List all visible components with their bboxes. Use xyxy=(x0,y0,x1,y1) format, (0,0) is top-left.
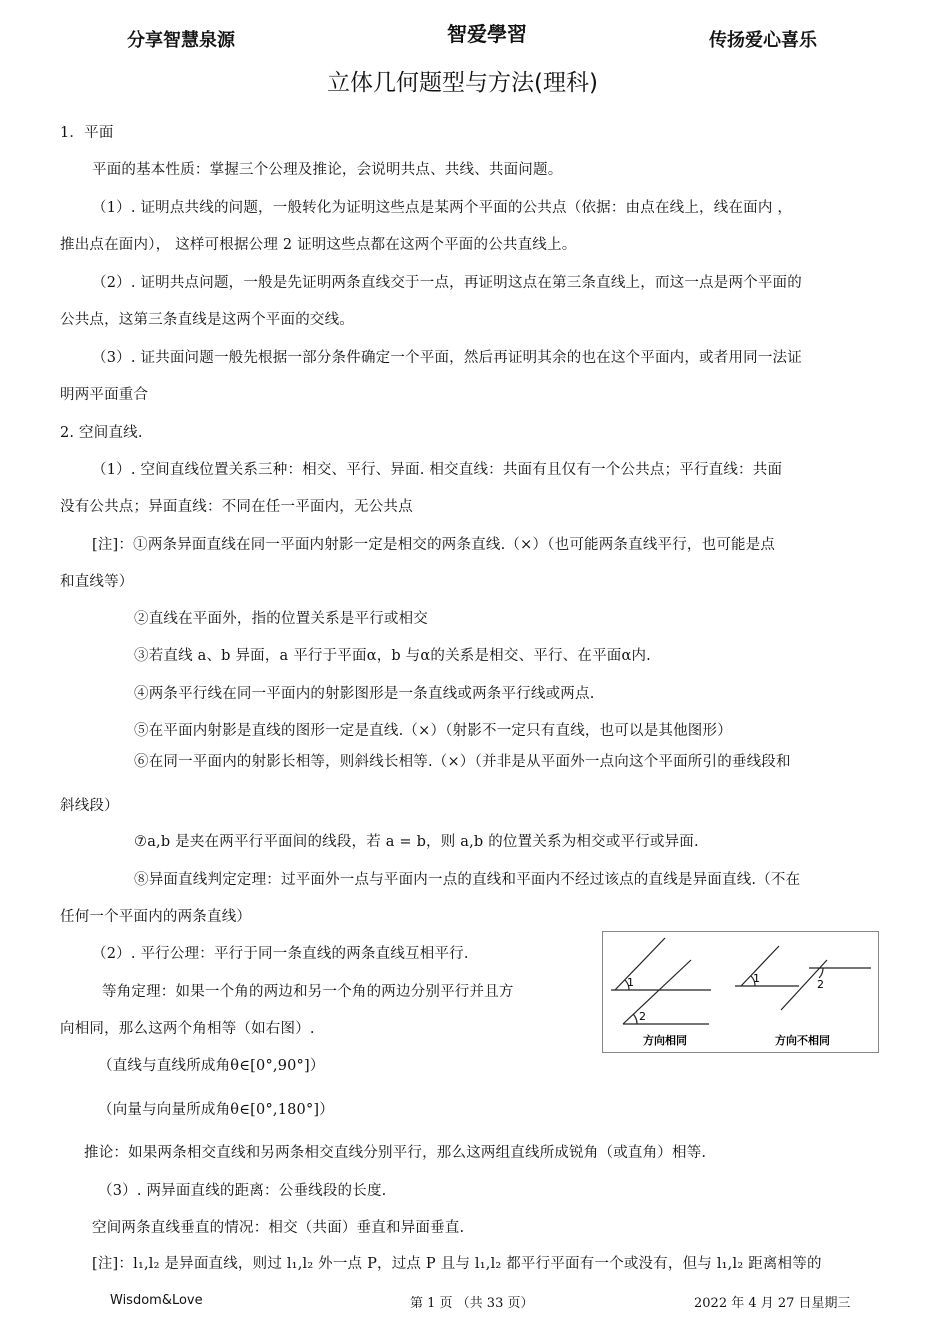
paragraph: （2）. 平行公理：平行于同一条直线的两条直线互相平行. xyxy=(92,946,469,962)
footer-page-number: 第 1 页 （共 33 页） xyxy=(410,1296,534,1311)
angle-1-label: 1 xyxy=(627,976,634,989)
paragraph: 推出点在面内）， 这样可根据公理 2 证明这些点都在这两个平面的公共直线上。 xyxy=(60,237,577,253)
figure-caption-right: 方向不相同 xyxy=(775,1034,830,1047)
note-item: [注]：l₁,l₂ 是异面直线，则过 l₁,l₂ 外一点 P，过点 P 且与 l₁,l₂ 都平行平面有一个或没有，但与 l₁,l₂ 距离相等的 xyxy=(92,1256,822,1272)
paragraph: 向相同，那么这两个角相等（如右图）. xyxy=(60,1021,315,1037)
note-item: ④两条平行线在同一平面内的射影图形是一条直线或两条平行线或两点. xyxy=(134,686,595,702)
header-center-logo-text: 智爱學習 xyxy=(447,22,527,46)
note-item: ⑦a,b 是夹在两平行平面间的线段，若 a = b，则 a,b 的位置关系为相交或平行或异面. xyxy=(134,834,699,850)
angle-arc xyxy=(819,968,823,978)
paragraph: （1）. 证明点共线的问题，一般转化为证明这些点是某两个平面的公共点（依据：由点在线上，线在面内 ， xyxy=(92,200,793,216)
note-item: ③若直线 a、b 异面，a 平行于平面α，b 与α的关系是相交、平行、在平面α内. xyxy=(134,648,651,664)
figure-caption-left: 方向相同 xyxy=(643,1034,687,1047)
ray-line xyxy=(615,938,665,990)
section-1-heading: 1．平面 xyxy=(60,125,114,141)
note-item: [注]：①两条异面直线在同一平面内射影一定是相交的两条直线.（×）（也可能两条直线平行，也可能是点 xyxy=(92,537,776,553)
paragraph: 推论：如果两条相交直线和另两条相交直线分别平行，那么这两组直线所成锐角（或直角）相等. xyxy=(84,1145,707,1161)
paragraph: 没有公共点；异面直线：不同在任一平面内，无公共点 xyxy=(60,499,413,515)
paragraph: （向量与向量所成角θ∈[0°,180°]） xyxy=(98,1102,334,1118)
header-right-motto: 传扬爱心喜乐 xyxy=(709,30,817,51)
note-item: ②直线在平面外，指的位置关系是平行或相交 xyxy=(134,611,428,627)
paragraph: 平面的基本性质：掌握三个公理及推论，会说明共点、共线、共面问题。 xyxy=(92,162,563,178)
paragraph: （2）. 证明共点问题，一般是先证明两条直线交于一点，再证明这点在第三条直线上，而这一点是两个平面的 xyxy=(92,275,802,291)
paragraph: 等角定理：如果一个角的两边和另一个角的两边分别平行并且方 xyxy=(102,984,514,1000)
paragraph: （1）. 空间直线位置关系三种：相交、平行、异面. 相交直线：共面有且仅有一个公共点；平行直线：共面 xyxy=(92,462,783,478)
page-title: 立体几何题型与方法(理科) xyxy=(327,70,598,96)
footer-brand: Wisdom&Love xyxy=(110,1293,203,1308)
section-2-heading: 2. 空间直线. xyxy=(60,425,143,441)
note-item: ⑧异面直线判定定理：过平面外一点与平面内一点的直线和平面内不经过该点的直线是异面直线.（不在 xyxy=(134,872,801,888)
angle-2-label: 2 xyxy=(639,1010,646,1023)
footer-date: 2022 年 4 月 27 日星期三 xyxy=(694,1296,851,1311)
paragraph: 公共点，这第三条直线是这两个平面的交线。 xyxy=(60,312,354,328)
note-item: 任何一个平面内的两条直线） xyxy=(60,909,252,925)
note-item: ⑥在同一平面内的射影长相等，则斜线长相等.（×）（并非是从平面外一点向这个平面所引的垂线段和 xyxy=(134,754,791,770)
note-item: ⑤在平面内射影是直线的图形一定是直线.（×）（射影不一定只有直线，也可以是其他图形） xyxy=(134,723,732,739)
note-item: 和直线等） xyxy=(60,574,134,590)
paragraph: （3）. 证共面问题一般先根据一部分条件确定一个平面，然后再证明其余的也在这个平面内，或者用同一法证 xyxy=(92,350,802,366)
note-item: 斜线段） xyxy=(60,798,119,814)
paragraph: （直线与直线所成角θ∈[0°,90°]） xyxy=(98,1058,325,1074)
equal-angle-figure xyxy=(602,931,879,1053)
angle-2-label: 2 xyxy=(817,978,824,991)
angle-arc xyxy=(633,1014,637,1024)
header-left-motto: 分享智慧泉源 xyxy=(127,30,235,51)
angle-1-label: 1 xyxy=(753,972,760,985)
paragraph: 明两平面重合 xyxy=(60,387,149,403)
ray-line xyxy=(741,946,779,986)
paragraph: （3）. 两异面直线的距离：公垂线段的长度. xyxy=(98,1183,387,1199)
paragraph: 空间两条直线垂直的情况：相交（共面）垂直和异面垂直. xyxy=(92,1220,465,1236)
